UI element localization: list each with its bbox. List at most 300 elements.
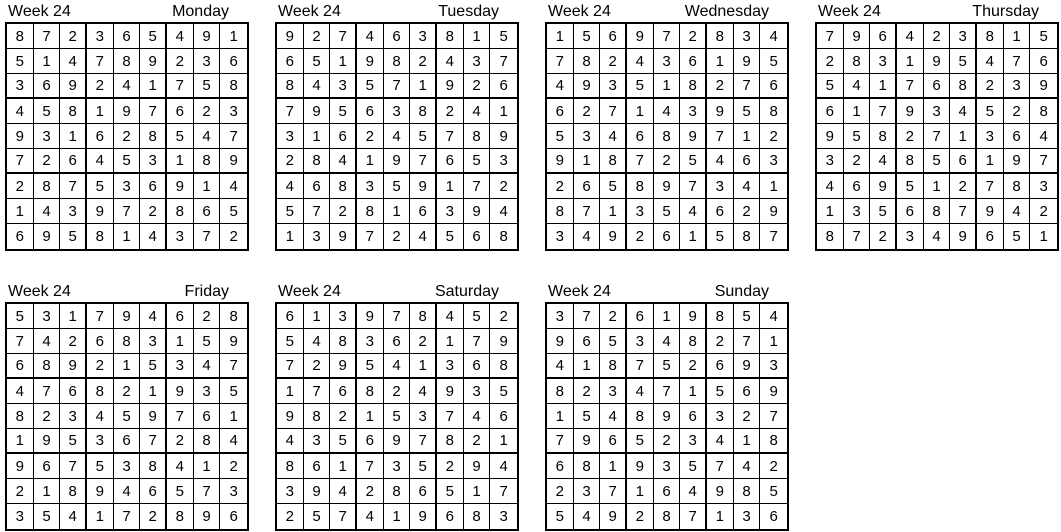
sudoku-cell: 4 (437, 304, 464, 329)
day-label: Wednesday (684, 3, 769, 20)
sudoku-cell: 1 (330, 49, 357, 74)
sudoku-cell: 3 (357, 174, 384, 199)
puzzle-header (815, 2, 1059, 22)
sudoku-cell: 8 (547, 199, 574, 224)
sudoku-cell: 8 (464, 124, 491, 149)
sudoku-cell: 2 (547, 174, 574, 199)
sudoku-cell: 1 (140, 74, 167, 99)
sudoku-cell: 6 (87, 329, 114, 354)
sudoku-cell: 9 (304, 99, 331, 124)
sudoku-cell: 9 (167, 174, 194, 199)
sudoku-cell: 8 (167, 199, 194, 224)
sudoku-cell: 6 (220, 49, 247, 74)
sudoku-cell: 6 (330, 124, 357, 149)
sudoku-cell: 3 (194, 49, 221, 74)
sudoku-cell: 9 (817, 124, 844, 149)
sudoku-cell: 6 (680, 404, 707, 429)
sudoku-cell: 7 (870, 99, 897, 124)
sudoku-cell: 7 (844, 224, 871, 249)
sudoku-cell: 3 (574, 479, 601, 504)
sudoku-cell: 5 (220, 199, 247, 224)
sudoku-cell: 6 (140, 479, 167, 504)
sudoku-cell: 9 (844, 24, 871, 49)
sudoku-cell: 3 (167, 224, 194, 249)
sudoku-cell: 4 (277, 429, 304, 454)
sudoku-cell: 3 (87, 429, 114, 454)
sudoku-cell: 4 (140, 224, 167, 249)
sudoku-cell: 7 (7, 329, 34, 354)
sudoku-cell: 1 (707, 504, 734, 529)
sudoku-cell: 3 (870, 49, 897, 74)
sudoku-cell: 6 (547, 454, 574, 479)
sudoku-cell: 1 (277, 224, 304, 249)
sudoku-cell: 8 (87, 224, 114, 249)
sudoku-cell: 9 (464, 199, 491, 224)
sudoku-grid (275, 302, 519, 531)
sudoku-cell: 6 (490, 404, 517, 429)
sudoku-cell: 7 (220, 354, 247, 379)
sudoku-cell: 5 (384, 174, 411, 199)
sudoku-cell: 2 (60, 329, 87, 354)
sudoku-cell: 1 (1039, 228, 1048, 245)
sudoku-cell: 5 (410, 454, 437, 479)
sudoku-cell: 3 (410, 404, 437, 429)
sudoku-cell: 7 (87, 49, 114, 74)
sudoku-cell: 7 (437, 404, 464, 429)
sudoku-cell: 3 (60, 199, 87, 224)
sudoku-cell: 9 (627, 24, 654, 49)
sudoku-cell: 9 (7, 124, 34, 149)
sudoku-cell: 2 (1030, 199, 1057, 224)
sudoku-cell: 1 (87, 504, 114, 529)
sudoku-cell: 8 (734, 479, 761, 504)
sudoku-cell: 3 (627, 199, 654, 224)
sudoku-cell: 1 (627, 99, 654, 124)
sudoku-cell: 8 (654, 504, 681, 529)
sudoku-tuesday (275, 2, 519, 245)
sudoku-cell: 8 (627, 404, 654, 429)
sudoku-cell: 3 (574, 124, 601, 149)
sudoku-cell: 2 (574, 379, 601, 404)
sudoku-cell: 6 (627, 304, 654, 329)
sudoku-cell: 8 (1030, 99, 1057, 124)
sudoku-cell: 7 (140, 99, 167, 124)
sudoku-cell: 4 (167, 454, 194, 479)
sudoku-cell: 9 (330, 354, 357, 379)
sudoku-cell: 4 (707, 429, 734, 454)
sudoku-cell: 7 (220, 124, 247, 149)
sudoku-cell: 2 (870, 224, 897, 249)
sudoku-cell: 9 (140, 404, 167, 429)
sudoku-cell: 3 (897, 224, 924, 249)
sudoku-cell: 5 (277, 329, 304, 354)
sudoku-cell: 4 (114, 74, 141, 99)
sudoku-cell: 2 (34, 404, 61, 429)
sudoku-cell: 2 (977, 74, 1004, 99)
sudoku-cell: 1 (167, 149, 194, 174)
sudoku-cell: 1 (34, 49, 61, 74)
sudoku-cell: 4 (167, 24, 194, 49)
sudoku-cell: 6 (680, 49, 707, 74)
sudoku-cell: 8 (60, 479, 87, 504)
sudoku-cell: 8 (34, 174, 61, 199)
sudoku-cell: 3 (1004, 74, 1031, 99)
sudoku-cell: 5 (844, 124, 871, 149)
sudoku-cell: 3 (760, 149, 787, 174)
sudoku-cell: 7 (304, 199, 331, 224)
sudoku-cell: 9 (547, 329, 574, 354)
week-label: Week 24 (8, 3, 71, 20)
sudoku-cell: 6 (817, 99, 844, 124)
sudoku-cell: 3 (277, 479, 304, 504)
sudoku-cell: 8 (357, 199, 384, 224)
sudoku-cell: 7 (194, 479, 221, 504)
sudoku-cell: 3 (760, 354, 787, 379)
sudoku-cell: 1 (547, 404, 574, 429)
sudoku-cell: 5 (490, 24, 517, 49)
sudoku-cell: 4 (330, 149, 357, 174)
sudoku-cell: 9 (490, 329, 517, 354)
sudoku-cell: 8 (304, 404, 331, 429)
sudoku-cell: 3 (600, 74, 627, 99)
sudoku-cell: 7 (357, 454, 384, 479)
sudoku-cell: 9 (574, 429, 601, 454)
sudoku-cell: 7 (330, 504, 357, 529)
day-label: Friday (184, 283, 229, 300)
sudoku-cell: 2 (627, 504, 654, 529)
sudoku-cell: 6 (870, 24, 897, 49)
sudoku-cell: 6 (600, 24, 627, 49)
sudoku-cell: 1 (410, 74, 437, 99)
puzzle-header (275, 282, 519, 302)
sudoku-cell: 6 (627, 124, 654, 149)
sudoku-cell: 4 (87, 149, 114, 174)
sudoku-cell: 2 (490, 304, 517, 329)
sudoku-cell: 4 (490, 199, 517, 224)
sudoku-cell: 4 (950, 99, 977, 124)
sudoku-cell: 9 (924, 49, 951, 74)
sudoku-cell: 7 (60, 174, 87, 199)
sudoku-cell: 3 (87, 24, 114, 49)
sudoku-cell: 1 (654, 74, 681, 99)
sudoku-cell: 1 (7, 199, 34, 224)
sudoku-cell: 9 (600, 224, 627, 249)
sudoku-cell: 1 (220, 404, 247, 429)
sudoku-cell: 6 (114, 24, 141, 49)
sudoku-cell: 6 (464, 224, 491, 249)
sudoku-cell: 7 (574, 199, 601, 224)
sudoku-cell: 8 (680, 74, 707, 99)
sudoku-cell: 5 (277, 199, 304, 224)
sudoku-cell: 9 (384, 429, 411, 454)
sudoku-cell: 1 (490, 429, 517, 454)
week-label: Week 24 (278, 3, 341, 20)
sudoku-cell: 3 (547, 304, 574, 329)
sudoku-cell: 5 (7, 49, 34, 74)
sudoku-cell: 2 (60, 24, 87, 49)
sudoku-cell: 7 (194, 224, 221, 249)
sudoku-cell: 3 (277, 124, 304, 149)
sudoku-cell: 5 (547, 124, 574, 149)
sudoku-cell: 4 (357, 24, 384, 49)
sudoku-cell: 6 (167, 99, 194, 124)
sudoku-cell: 4 (680, 199, 707, 224)
sudoku-cell: 9 (60, 74, 87, 99)
sudoku-cell: 7 (490, 479, 517, 504)
sudoku-cell: 9 (357, 49, 384, 74)
sudoku-cell: 4 (547, 354, 574, 379)
sudoku-cell: 6 (194, 404, 221, 429)
puzzle-header (545, 282, 789, 302)
day-label: Sunday (714, 283, 769, 300)
sudoku-cell: 1 (60, 304, 87, 329)
sudoku-sunday (545, 282, 789, 525)
sudoku-cell: 2 (734, 199, 761, 224)
sudoku-cell: 9 (357, 304, 384, 329)
puzzle-header (5, 282, 249, 302)
sudoku-cell: 8 (330, 174, 357, 199)
sudoku-cell: 5 (600, 174, 627, 199)
sudoku-cell: 7 (654, 24, 681, 49)
sudoku-cell: 5 (1030, 24, 1057, 49)
sudoku-cell: 5 (304, 49, 331, 74)
sudoku-cell: 6 (7, 354, 34, 379)
sudoku-cell: 3 (220, 99, 247, 124)
sudoku-cell: 5 (357, 74, 384, 99)
sudoku-cell: 5 (167, 479, 194, 504)
sudoku-cell: 3 (194, 379, 221, 404)
sudoku-cell: 1 (87, 99, 114, 124)
sudoku-cell: 4 (464, 99, 491, 124)
sudoku-cell: 4 (627, 379, 654, 404)
sudoku-cell: 1 (304, 124, 331, 149)
sudoku-cell: 9 (140, 49, 167, 74)
sudoku-cell: 3 (384, 99, 411, 124)
sudoku-cell: 6 (574, 174, 601, 199)
sudoku-cell: 2 (229, 228, 238, 245)
sudoku-cell: 9 (760, 199, 787, 224)
sudoku-cell: 4 (194, 124, 221, 149)
sudoku-cell: 1 (680, 224, 707, 249)
sudoku-cell: 6 (707, 354, 734, 379)
sudoku-cell: 4 (357, 504, 384, 529)
sudoku-cell: 6 (229, 508, 238, 525)
puzzle-header (275, 2, 519, 22)
sudoku-cell: 6 (897, 199, 924, 224)
sudoku-cell: 7 (627, 354, 654, 379)
sudoku-cell: 5 (1004, 224, 1031, 249)
sudoku-cell: 3 (499, 508, 508, 525)
week-label: Week 24 (818, 3, 881, 20)
sudoku-cell: 9 (680, 124, 707, 149)
sudoku-cell: 2 (330, 199, 357, 224)
sudoku-cell: 1 (357, 149, 384, 174)
sudoku-cell: 4 (410, 224, 437, 249)
sudoku-cell: 3 (707, 404, 734, 429)
day-label: Monday (172, 3, 229, 20)
sudoku-cell: 9 (167, 379, 194, 404)
sudoku-cell: 3 (950, 24, 977, 49)
sudoku-cell: 9 (654, 174, 681, 199)
sudoku-cell: 9 (870, 174, 897, 199)
sudoku-cell: 3 (844, 199, 871, 224)
sudoku-cell: 9 (330, 224, 357, 249)
sudoku-cell: 6 (769, 508, 778, 525)
sudoku-cell: 3 (7, 504, 34, 529)
sudoku-cell: 4 (1030, 124, 1057, 149)
sudoku-cell: 7 (950, 199, 977, 224)
sudoku-cell: 7 (1030, 149, 1057, 174)
sudoku-cell: 6 (654, 479, 681, 504)
sudoku-cell: 4 (220, 429, 247, 454)
sudoku-cell: 6 (844, 174, 871, 199)
sudoku-cell: 3 (490, 149, 517, 174)
sudoku-cell: 7 (34, 24, 61, 49)
sudoku-monday (5, 2, 249, 245)
sudoku-cell: 2 (760, 124, 787, 149)
sudoku-cell: 5 (384, 404, 411, 429)
sudoku-cell: 7 (600, 99, 627, 124)
sudoku-cell: 3 (464, 379, 491, 404)
sudoku-cell: 2 (707, 329, 734, 354)
sudoku-cell: 7 (167, 74, 194, 99)
sudoku-cell: 5 (817, 74, 844, 99)
sudoku-cell: 1 (760, 174, 787, 199)
sudoku-cell: 2 (114, 124, 141, 149)
sudoku-cell: 4 (410, 379, 437, 404)
sudoku-cell: 6 (437, 504, 464, 529)
sudoku-cell: 6 (734, 379, 761, 404)
sudoku-cell: 5 (410, 124, 437, 149)
sudoku-cell: 4 (277, 174, 304, 199)
sudoku-cell: 5 (707, 379, 734, 404)
sudoku-cell: 2 (897, 124, 924, 149)
sudoku-cell: 2 (7, 479, 34, 504)
sudoku-cell: 8 (140, 124, 167, 149)
sudoku-cell: 4 (464, 404, 491, 429)
sudoku-cell: 3 (330, 74, 357, 99)
sudoku-cell: 8 (817, 224, 844, 249)
sudoku-cell: 2 (924, 24, 951, 49)
sudoku-cell: 2 (357, 479, 384, 504)
sudoku-cell: 1 (490, 99, 517, 124)
sudoku-cell: 7 (464, 329, 491, 354)
sudoku-cell: 9 (384, 149, 411, 174)
sudoku-cell: 2 (87, 354, 114, 379)
sudoku-cell: 8 (574, 49, 601, 74)
sudoku-cell: 5 (60, 224, 87, 249)
sudoku-cell: 6 (654, 224, 681, 249)
sudoku-cell: 1 (707, 49, 734, 74)
sudoku-cell: 2 (410, 49, 437, 74)
sudoku-cell: 3 (330, 304, 357, 329)
sudoku-cell: 6 (60, 149, 87, 174)
sudoku-cell: 6 (734, 149, 761, 174)
sudoku-cell: 1 (654, 304, 681, 329)
sudoku-cell: 9 (574, 74, 601, 99)
sudoku-cell: 7 (384, 74, 411, 99)
sudoku-cell: 3 (304, 429, 331, 454)
sudoku-cell: 6 (194, 199, 221, 224)
sudoku-cell: 5 (897, 174, 924, 199)
sudoku-cell: 2 (7, 174, 34, 199)
sudoku-cell: 6 (574, 329, 601, 354)
sudoku-cell: 2 (114, 379, 141, 404)
sudoku-cell: 2 (34, 149, 61, 174)
sudoku-cell: 3 (924, 99, 951, 124)
sudoku-cell: 6 (410, 199, 437, 224)
sudoku-cell: 5 (707, 224, 734, 249)
sudoku-cell: 7 (547, 429, 574, 454)
sudoku-cell: 5 (140, 24, 167, 49)
sudoku-cell: 1 (277, 379, 304, 404)
sudoku-cell: 9 (897, 99, 924, 124)
sudoku-cell: 9 (194, 504, 221, 529)
sudoku-cell: 2 (220, 454, 247, 479)
sudoku-cell: 9 (490, 124, 517, 149)
sudoku-wednesday (545, 2, 789, 245)
sudoku-cell: 8 (330, 329, 357, 354)
sudoku-cell: 7 (817, 24, 844, 49)
sudoku-cell: 3 (707, 174, 734, 199)
sudoku-cell: 9 (34, 224, 61, 249)
sudoku-cell: 7 (680, 504, 707, 529)
sudoku-cell: 6 (464, 354, 491, 379)
sudoku-cell: 4 (1004, 199, 1031, 224)
sudoku-cell: 5 (114, 149, 141, 174)
sudoku-cell: 2 (87, 74, 114, 99)
sudoku-cell: 2 (384, 224, 411, 249)
sudoku-cell: 3 (1030, 174, 1057, 199)
sudoku-cell: 2 (680, 24, 707, 49)
sudoku-cell: 9 (34, 429, 61, 454)
sudoku-cell: 1 (977, 149, 1004, 174)
sudoku-cell: 2 (574, 99, 601, 124)
sudoku-cell: 5 (194, 329, 221, 354)
sudoku-cell: 8 (60, 99, 87, 124)
sudoku-cell: 9 (114, 304, 141, 329)
sudoku-cell: 5 (680, 454, 707, 479)
sudoku-cell: 1 (140, 379, 167, 404)
sudoku-cell: 8 (1004, 174, 1031, 199)
sudoku-cell: 6 (1004, 124, 1031, 149)
sudoku-cell: 4 (600, 124, 627, 149)
sudoku-cell: 8 (384, 479, 411, 504)
sudoku-cell: 7 (304, 379, 331, 404)
sudoku-cell: 3 (140, 329, 167, 354)
sudoku-cell: 5 (140, 354, 167, 379)
sudoku-cell: 3 (437, 354, 464, 379)
sudoku-cell: 6 (547, 99, 574, 124)
sudoku-cell: 5 (357, 354, 384, 379)
sudoku-cell: 8 (410, 99, 437, 124)
sudoku-cell: 6 (410, 479, 437, 504)
sudoku-cell: 4 (574, 504, 601, 529)
sudoku-cell: 5 (87, 174, 114, 199)
week-label: Week 24 (8, 283, 71, 300)
sudoku-cell: 1 (600, 454, 627, 479)
sudoku-cell: 3 (977, 124, 1004, 149)
sudoku-cell: 6 (977, 224, 1004, 249)
sudoku-cell: 9 (707, 99, 734, 124)
sudoku-cell: 8 (384, 49, 411, 74)
sudoku-cell: 8 (277, 454, 304, 479)
sudoku-cell: 3 (437, 199, 464, 224)
sudoku-cell: 8 (547, 379, 574, 404)
day-label: Thursday (972, 3, 1039, 20)
sudoku-cell: 5 (34, 99, 61, 124)
sudoku-cell: 5 (870, 199, 897, 224)
